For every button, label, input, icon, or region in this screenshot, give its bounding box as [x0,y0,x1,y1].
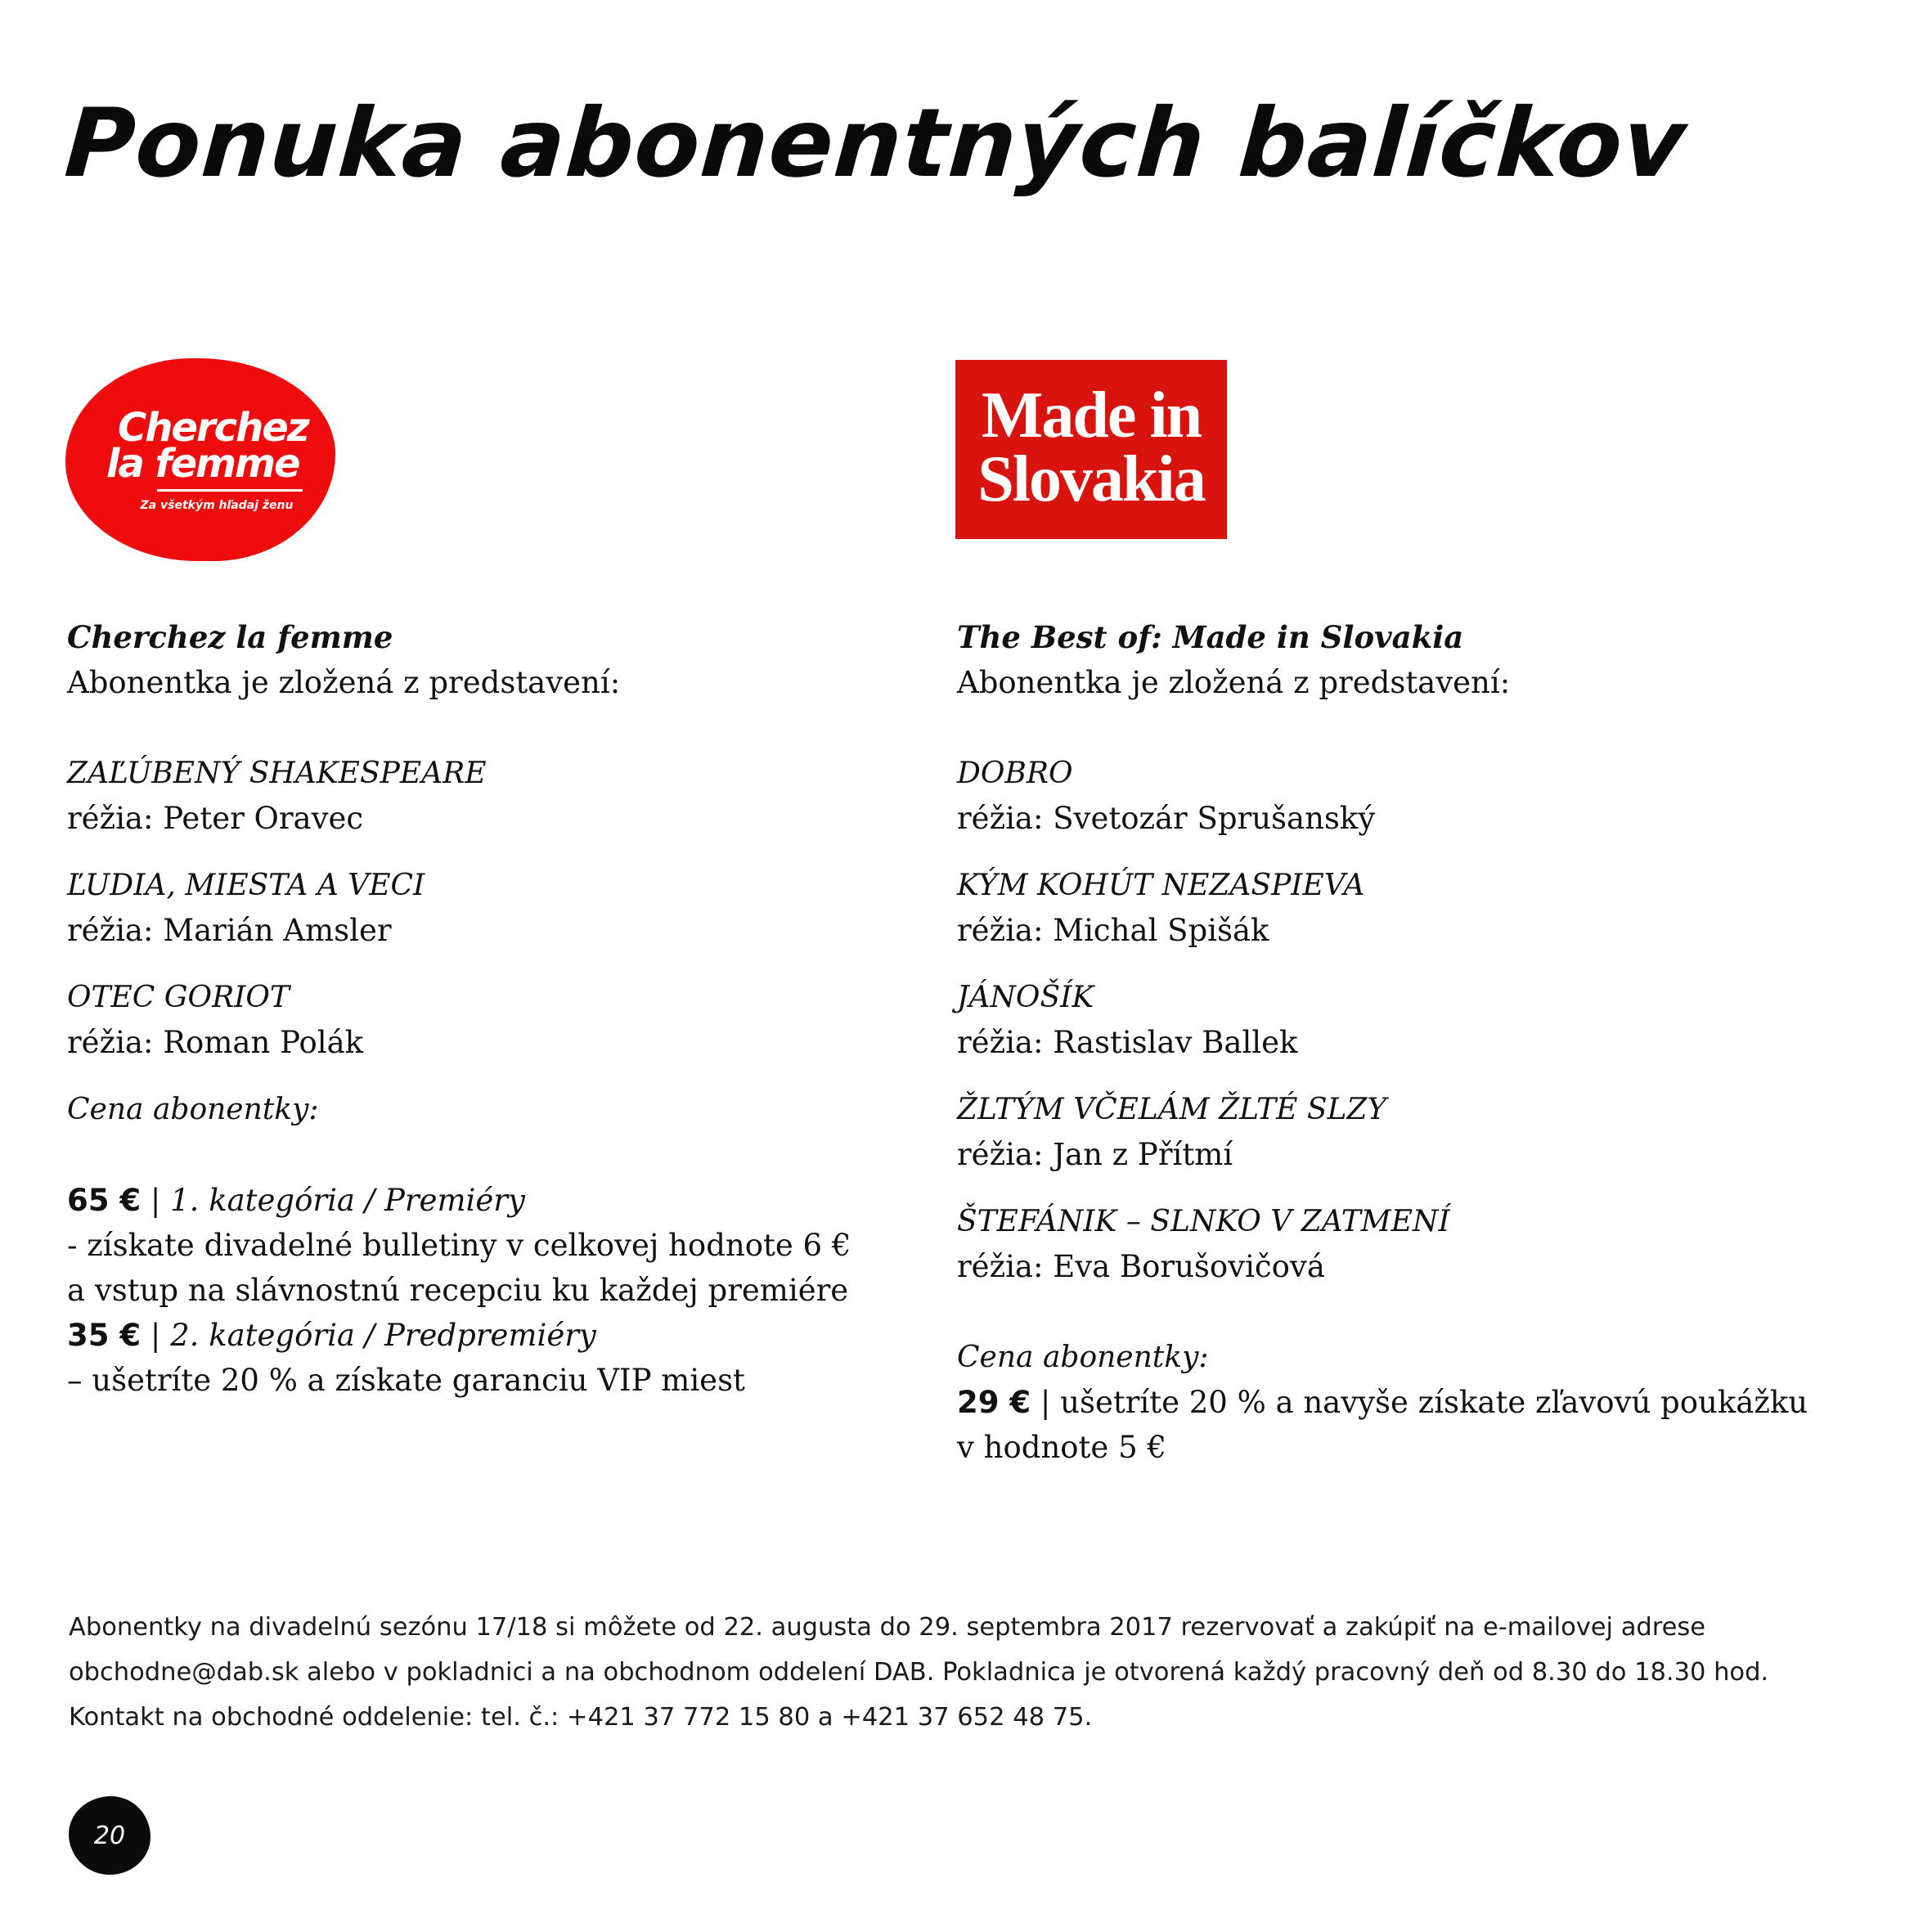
show-name: OTEC GORIOT [67,981,290,1014]
page-number: 20 [93,1821,126,1850]
logo-line-2: Slovakia [977,443,1205,515]
show-director: réžia: Peter Oravec [67,801,364,836]
package-cherchez-la-femme [67,615,852,1403]
logo-tagline: Za všetkým hľadaj ženu [140,499,294,512]
show-director: réžia: Jan z Přítmí [957,1137,1233,1172]
package-intro: Abonentka je zložená z predstavení: [957,665,1511,700]
package-title: Cherchez la femme [67,619,393,655]
show-name: ŠTEFÁNIK – SLNKO V ZATMENÍ [957,1205,1450,1238]
price-description: – ušetríte 20 % a získate garanciu VIP miest [67,1363,745,1398]
package-intro: Abonentka je zložená z predstavení: [67,665,621,700]
price-amount: 65 € [67,1183,142,1218]
show-director: réžia: Michal Spišák [957,913,1269,948]
show-item [67,863,852,953]
show-name: KÝM KOHÚT NEZASPIEVA [957,869,1365,902]
show-name: ZAĽÚBENÝ SHAKESPEARE [67,757,487,790]
price-amount: 35 € [67,1318,142,1353]
show-director: réžia: Eva Borušovičová [957,1249,1325,1284]
price-description: a vstup na slávnostnú recepciu ku každej premiére [67,1273,849,1308]
show-item [957,751,1742,841]
package-made-in-slovakia [957,615,1808,1470]
price-label: Cena abonentky: [67,1093,319,1126]
logo-line-1: Made in [981,380,1202,452]
price-separator: | [1031,1385,1061,1420]
price-category: 2. kategória / Predpremiéry [170,1318,596,1353]
price-tier-2 [67,1313,852,1358]
logo-line-1: Cherchez [118,405,308,451]
package-title: The Best of: Made in Slovakia [957,619,1464,655]
show-item [67,975,852,1065]
footer-info [69,1605,1868,1740]
cherchez-la-femme-logo [65,358,335,561]
price-tier-1 [67,1178,852,1223]
price-separator: | [141,1318,171,1353]
price-description: - získate divadelné bulletiny v celkovej hodnote 6 € [67,1228,851,1263]
show-item [957,1199,1742,1289]
show-item [67,751,852,841]
footer-line: Abonentky na divadelnú sezónu 17/18 si môžete od 22. augusta do 29. septembra 2017 rezervovať a zakúpiť na e-mailovej adrese [69,1613,1706,1642]
price-tier [957,1380,1808,1425]
show-item [957,863,1742,953]
show-item [957,1087,1742,1177]
price-category: 1. kategória / Premiéry [170,1183,525,1218]
show-item [957,975,1742,1065]
show-name: DOBRO [957,757,1073,790]
show-name: JÁNOŠÍK [957,981,1094,1014]
price-separator: | [141,1183,171,1218]
price-description: ušetríte 20 % a navyše získate zľavovú poukážku [1060,1385,1808,1420]
page-title: Ponuka abonentných balíčkov [61,88,1690,199]
price-label: Cena abonentky: [957,1341,1209,1374]
show-name: ŽLTÝM VČELÁM ŽLTÉ SLZY [957,1093,1387,1126]
show-director: réžia: Svetozár Sprušanský [957,801,1376,836]
price-amount: 29 € [957,1385,1031,1420]
made-in-slovakia-logo [955,360,1227,539]
show-director: réžia: Rastislav Ballek [957,1025,1298,1060]
page-number-badge [69,1796,151,1875]
show-director: réžia: Roman Polák [67,1025,364,1060]
footer-line: Kontakt na obchodné oddelenie: tel. č.: +421 37 772 15 80 a +421 37 652 48 75. [69,1703,1093,1732]
show-name: ĽUDIA, MIESTA A VECI [67,869,425,902]
footer-line: obchodne@dab.sk alebo v pokladnici a na obchodnom oddelení DAB. Pokladnica je otvorená každý pracovný deň od 8.30 do 18.30 hod. [69,1658,1769,1687]
show-director: réžia: Marián Amsler [67,913,392,948]
logo-line-2: la femme [106,441,299,487]
logo-underline [157,489,303,492]
price-description: v hodnote 5 € [957,1430,1166,1465]
